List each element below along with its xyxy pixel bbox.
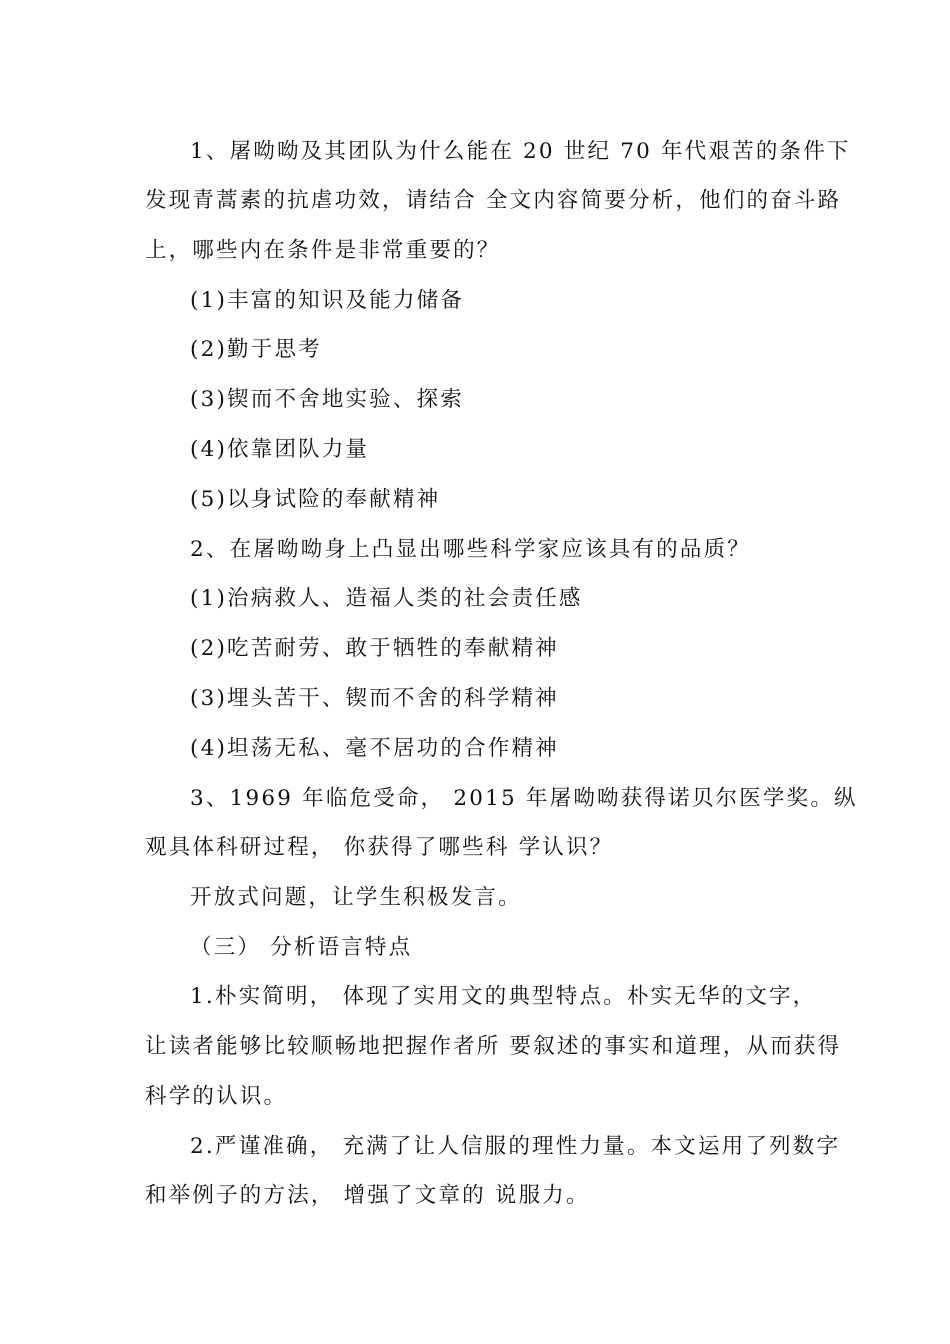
answer-1-item-3: (3)锲而不舍地实验、探索 bbox=[190, 387, 465, 412]
answer-2-item-3: (3)埋头苦干、锲而不舍的科学精神 bbox=[190, 686, 559, 711]
question-2: 2、在屠呦呦身上凸显出哪些科学家应该具有的品质？ bbox=[190, 537, 751, 562]
section-heading: （三） 分析语言特点 bbox=[190, 935, 413, 960]
question-1-line-1: 1、屠呦呦及其团队为什么能在 20 世纪 70 年代艰苦的条件下 bbox=[190, 139, 851, 164]
point-1-line-3: 科学的认识。 bbox=[145, 1084, 288, 1109]
answer-1-item-1: (1)丰富的知识及能力储备 bbox=[190, 288, 465, 313]
question-3-line-1: 3、1969 年临危受命， 2015 年屠呦呦获得诺贝尔医学奖。纵 bbox=[190, 786, 858, 811]
answer-1-item-2: (2)勤于思考 bbox=[190, 337, 322, 362]
point-2-line-1: 2.严谨准确， 充满了让人信服的理性力量。本文运用了列数字 bbox=[190, 1134, 841, 1159]
question-1-line-2: 发现青蒿素的抗虐功效，请结合 全文内容简要分析，他们的奋斗路 bbox=[145, 188, 842, 213]
question-1-line-3: 上，哪些内在条件是非常重要的？ bbox=[145, 238, 501, 263]
answer-1-item-5: (5)以身试险的奉献精神 bbox=[190, 487, 441, 512]
answer-2-item-1: (1)治病救人、造福人类的社会责任感 bbox=[190, 586, 583, 611]
answer-2-item-2: (2)吃苦耐劳、敢于牺牲的奉献精神 bbox=[190, 636, 559, 661]
point-2-line-2: 和举例子的方法， 增强了文章的 说服力。 bbox=[145, 1183, 590, 1208]
point-1-line-1: 1.朴实简明， 体现了实用文的典型特点。朴实无华的文字， bbox=[190, 984, 817, 1009]
answer-3: 开放式问题，让学生积极发言。 bbox=[190, 885, 522, 910]
answer-1-item-4: (4)依靠团队力量 bbox=[190, 437, 370, 462]
answer-2-item-4: (4)坦荡无私、毫不居功的合作精神 bbox=[190, 736, 559, 761]
question-3-line-2: 观具体科研过程， 你获得了哪些科 学认识？ bbox=[145, 835, 614, 860]
point-1-line-2: 让读者能够比较顺畅地把握作者所 要叙述的事实和道理，从而获得 bbox=[145, 1034, 842, 1059]
